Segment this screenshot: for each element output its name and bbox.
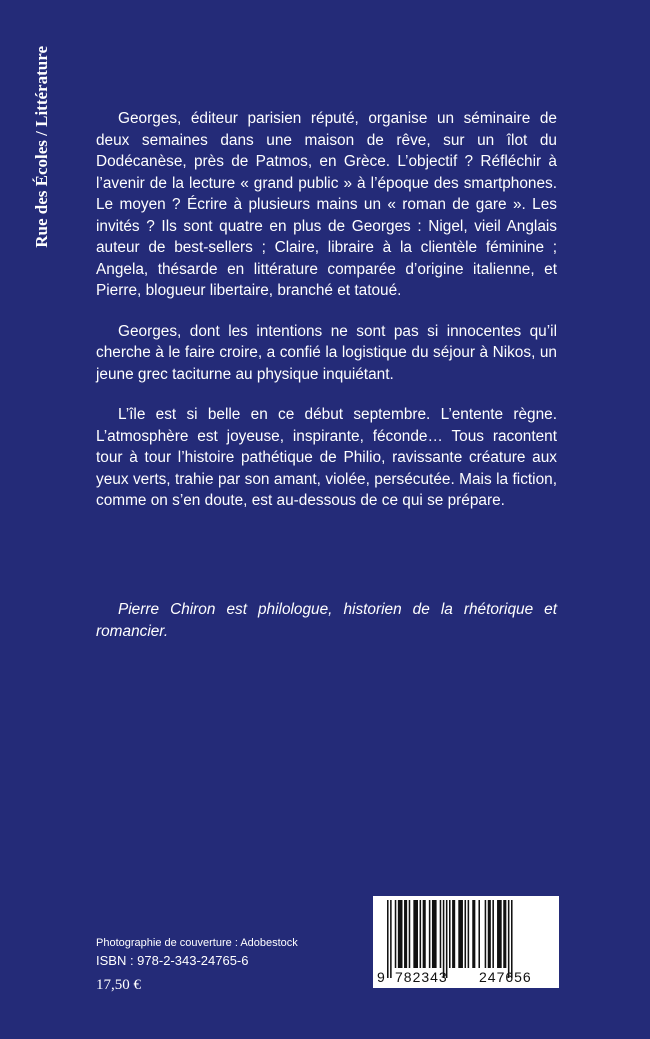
barcode-bar [465,900,467,968]
barcode-lead-digit: 9 [377,969,386,985]
isbn: ISBN : 978-2-343-24765-6 [96,953,249,968]
barcode-bar [429,900,431,968]
barcode-bar [472,900,475,968]
barcode-bar [443,900,445,978]
blurb-paragraph-1: Georges, éditeur parisien réputé, organise un séminaire de deux semaines dans une maison de rêve, sur un îlot du Dodécanèse, près de Patmos, en Grèce. L’objectif ? Réfléchir à l’avenir de la lecture « grand public » à l’époque des smartphones. Le moyen ? Écrire à plusieurs mains un « roman de gare ». Les invités ? Ils sont quatre en plus de Georges : Nigel, vieil Anglais auteur de best-sellers ; Claire, libraire à la clientèle féminine ; Angela, thésarde en littérature comparée d’origine italienne, et Pierre, blogueur libertaire, branché et tatoué. [96,110,557,299]
barcode-bar [413,900,418,968]
barcode-bar [511,900,513,978]
barcode-digits [373,968,559,986]
barcode-bar [395,900,397,968]
author-bio: Pierre Chiron est philologue, historien de la rhétorique et romancier. [96,601,557,640]
barcode-bar [446,900,448,978]
barcode-bar [492,900,494,968]
barcode-bar [503,900,506,968]
barcode-bar [468,900,470,968]
blurb-paragraph-2: Georges, dont les intentions ne sont pas si innocentes qu’il cherche à le faire croire, a confié la logistique du séjour à Nikos, un jeune grec taciturne au physique inquiétant. [96,322,557,383]
barcode-right-digits: 247656 [479,969,532,985]
spine-collection [28,46,56,292]
blurb-paragraph-3: L’île est si belle en ce début septembre. L’entente règne. L’atmosphère est joyeuse, inspirante, féconde… Tous racontent tour à tour l’histoire pathétique de Philio, ravissante créature aux yeux verts, trahie par son amant, violée, persécutée. Mais la fiction, comme on s’en doute, est au-dessous de ce qui se prépare. [96,406,557,509]
barcode-bar [440,900,442,968]
barcode-bar [449,900,451,968]
barcode-bar [409,900,411,968]
collection-title: Rue des Écoles / Littérature [32,46,51,248]
barcode-bar [432,900,437,968]
barcode-bar [420,900,422,968]
barcode-bar [508,900,510,978]
barcode-bar [485,900,487,968]
barcode-bar [398,900,403,968]
barcode-bar [387,900,389,978]
barcode-left-digits: 782343 [395,969,448,985]
barcode-bar [404,900,407,968]
photo-credit: Photographie de couverture : Adobestock [96,937,298,949]
barcode-bar [423,900,426,968]
credits [96,935,356,997]
barcode-bar [390,900,392,978]
blurb [96,108,557,531]
barcode-bar [458,900,463,968]
barcode-bar [452,900,455,968]
price: 17,50 € [96,977,141,993]
barcode-bar [478,900,480,968]
barcode-bar [497,900,502,968]
barcode [373,896,559,988]
barcode-bar [488,900,491,968]
